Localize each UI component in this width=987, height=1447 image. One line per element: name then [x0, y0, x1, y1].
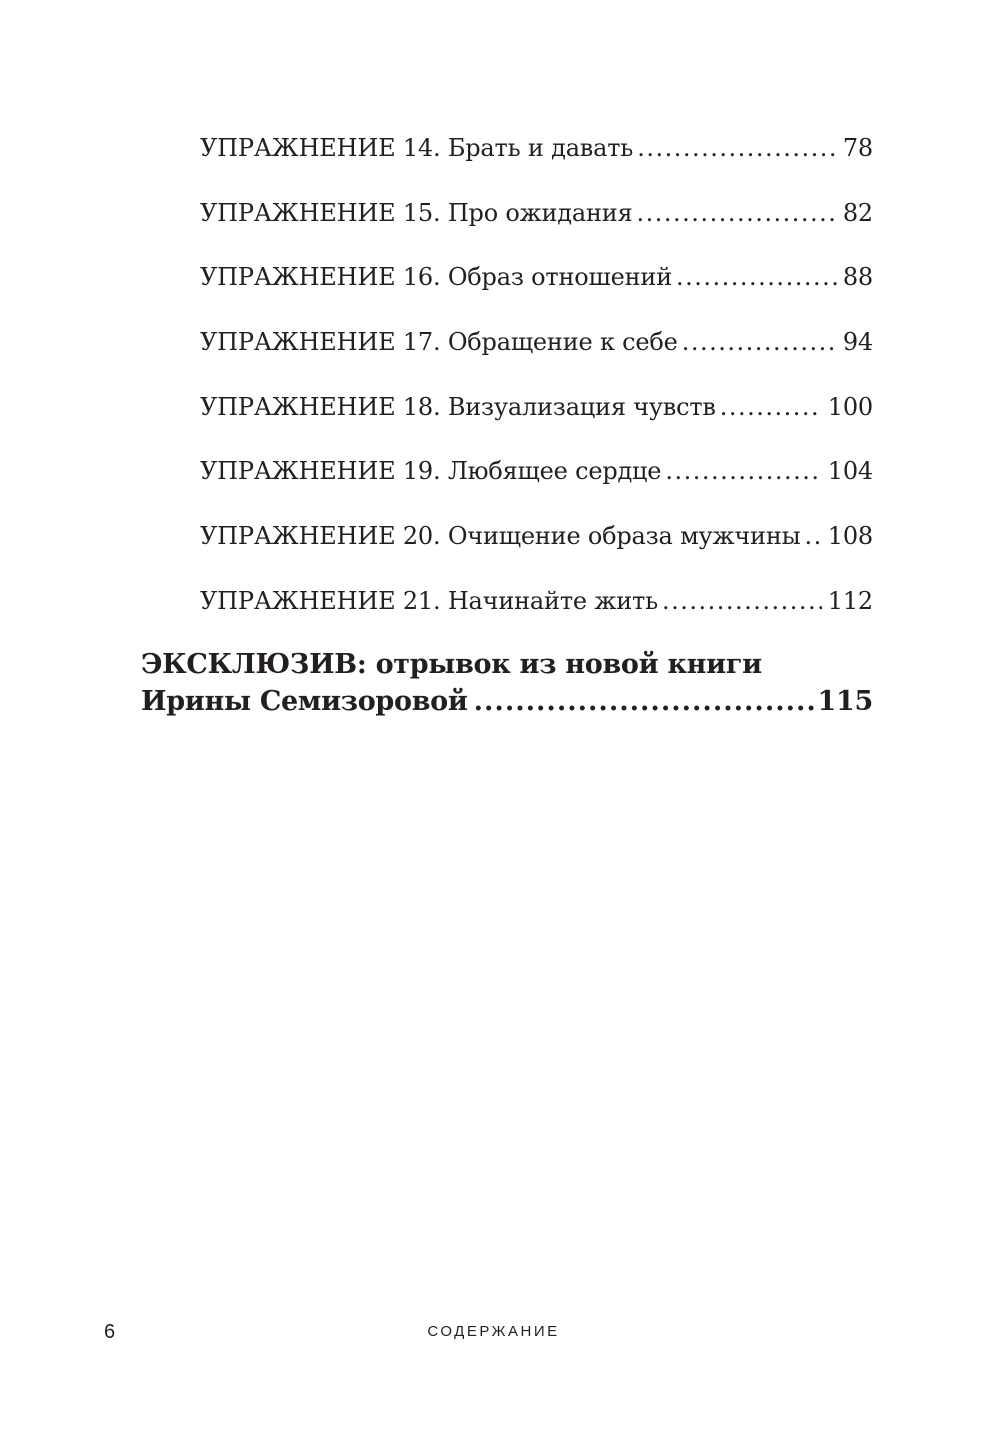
dot-leader [474, 683, 816, 720]
toc-entry-title: УПРАЖНЕНИЕ 15. Про ожидания [200, 199, 633, 227]
toc-entry-page: 78 [842, 134, 873, 162]
toc-entry-title: УПРАЖНЕНИЕ 18. Визуализация чувств [200, 393, 716, 421]
toc-entry-page: 104 [827, 457, 873, 485]
toc-entry-exercise-17[interactable] [200, 325, 873, 359]
toc-exclusive-title-line2-row [141, 683, 873, 720]
running-head: СОДЕРЖАНИЕ [427, 1323, 560, 1340]
toc-entry-page: 88 [842, 263, 873, 291]
dot-leader [676, 260, 837, 294]
toc-entry-exercise-14[interactable] [200, 131, 873, 165]
dot-leader [720, 390, 822, 424]
toc-entry-page: 112 [827, 587, 873, 615]
dot-leader [665, 454, 821, 488]
dot-leader [662, 584, 822, 618]
dot-leader [682, 325, 837, 359]
toc-entry-exclusive[interactable] [141, 646, 873, 720]
toc-entry-title: УПРАЖНЕНИЕ 19. Любящее сердце [200, 457, 662, 485]
toc-entry-exercise-18[interactable] [200, 390, 873, 424]
toc-exclusive-page: 115 [817, 686, 873, 717]
dot-leader [805, 519, 822, 553]
toc-entry-title: УПРАЖНЕНИЕ 20. Очищение образа мужчины [200, 522, 801, 550]
toc-entry-title: УПРАЖНЕНИЕ 16. Образ отношений [200, 263, 673, 291]
dot-leader [637, 196, 837, 230]
toc-entry-title: УПРАЖНЕНИЕ 17. Обращение к себе [200, 328, 678, 356]
page-number: 6 [104, 1321, 116, 1343]
toc-entry-exercise-16[interactable] [200, 260, 873, 294]
toc-entry-title: УПРАЖНЕНИЕ 14. Брать и давать [200, 134, 634, 162]
toc-entry-page: 100 [827, 393, 873, 421]
toc-exclusive-title-line1: ЭКСКЛЮЗИВ: отрывок из новой книги [141, 649, 762, 680]
toc-entry-page: 82 [842, 199, 873, 227]
toc-entry-exercise-20[interactable] [200, 519, 873, 553]
toc-entry-page: 94 [842, 328, 873, 356]
toc-entry-title: УПРАЖНЕНИЕ 21. Начинайте жить [200, 587, 658, 615]
dot-leader [637, 131, 837, 165]
toc-entry-page: 108 [827, 522, 873, 550]
toc-entry-exercise-21[interactable] [200, 584, 873, 618]
toc-entry-exercise-15[interactable] [200, 196, 873, 230]
toc-entry-exercise-19[interactable] [200, 454, 873, 488]
toc-exclusive-title-line2: Ирины Семизоровой [141, 686, 468, 717]
